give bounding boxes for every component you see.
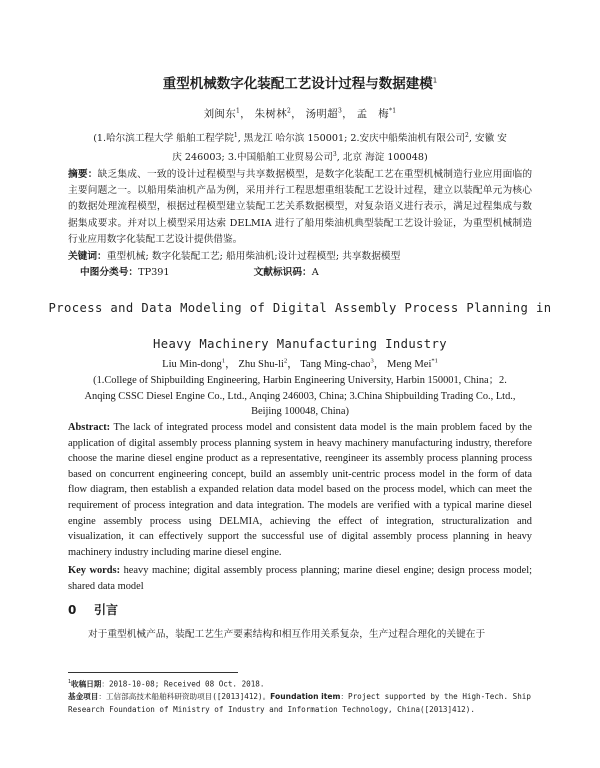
section-heading <box>68 601 118 618</box>
english-affiliations: (1.College of Shipbuilding Engineering, Harbin Engineering University, Harbin 150001, China；2. Anqing CSSC Diesel Engine Co., Ltd., Anqing 246003, China; 3.China Shipbuilding Trading Co., Ltd., Beijing 100048, China) <box>84 375 516 418</box>
english-title-line: Process and Data Modeling of Digital Assembly Process Planning in <box>48 301 552 315</box>
chinese-title-text: 重型机械数字化装配工艺设计过程与数据建模 <box>162 76 433 92</box>
author-cn: 刘闽东$^1$ <box>203 107 241 120</box>
footnote-fund: 基金项目：工信部高技术船舶科研资助项目([2013]412)。Foundation item：Project supported by the High-Tech. Ship Research Foundation of Ministry of Industry and Information Technology, China([2013]412). <box>68 692 531 714</box>
author-cn: 汤明超$^3$ <box>305 107 343 120</box>
abstract-text-en: The lack of integrated process model and consistent data model is the main problem faced by the application of digital assembly process planning system in heavy machinery manufacturing industry, therefore choose the marine diesel engine product as a representative, reengineer its assembly process planning process based on concurrent engineering concept, build an assembly unit-centric process model in the form of data flow diagram, then establish a expanded relation data model based on the process model, which can meet the requirement of process integration and data integration. The models are verified with a typical marine diesel engine assembly process using DELMIA, achieving the effect of integration, structuralization and visualization, it can effectively support the successful use of digital assembly process planning in heavy machinery industry including marine diesel engine. <box>68 422 532 558</box>
document-code: 文献标识码：A <box>253 267 319 278</box>
affiliation-line: 庆 246003; 3.中国船舶工业贸易公司$^3$, 北京 海淀 100048) <box>172 151 428 164</box>
chinese-title <box>0 72 600 92</box>
english-title <box>0 290 600 362</box>
author-cn: 朱树林$^2$ <box>254 107 292 120</box>
author-en: Zhu Shu-$li^2$ <box>238 357 288 370</box>
keywords-text-cn: 重型机械; 数字化装配工艺; 船用柴油机;设计过程模型; 共享数据模型 <box>106 251 401 262</box>
footnote-received: $^1$收稿日期：2018-10-08; Received 08 Oct. 2018. <box>68 679 265 689</box>
classification-row <box>80 265 532 281</box>
english-keywords: Key words: heavy machine; digital assembly process planning; marine diesel engine; design process model; shared data model <box>68 565 532 592</box>
author-en: Liu Min-dong$^1$ <box>162 357 226 370</box>
author-en: Meng Mei$^{*1}$ <box>386 357 438 370</box>
chinese-authors: 刘闽东$^1$， 朱树林$^2$， 汤明超$^3$， 孟 梅$^{*1}$ <box>203 107 397 120</box>
section-number: 0 <box>68 603 77 617</box>
chinese-affiliations <box>68 128 532 166</box>
affiliation-line: (1.哈尔滨工程大学 船舶工程学院$^1$, 黑龙江 哈尔滨 150001; 2.安庆中船柴油机有限公司$^2$, 安徽 安 <box>93 132 507 145</box>
intro-paragraph: 对于重型机械产品，装配工艺生产要素结构和相互作用关系复杂，生产过程合理化的关键在于 <box>88 629 486 640</box>
english-title-line: Heavy Machinery Manufacturing Industry <box>152 337 448 351</box>
english-authors: Liu Min-dong$^1$， Zhu Shu-$li^2$， Tang Ming-chao$^3$， Meng Mei$^{*1}$ <box>162 357 438 370</box>
author-cn: 孟 梅$^{*1}$ <box>356 107 397 120</box>
keywords-text-en: heavy machine; digital assembly process planning; marine diesel engine; design process model; shared data model <box>68 565 532 592</box>
keywords-label-en: Key words <box>68 565 117 576</box>
english-abstract <box>68 420 532 560</box>
chinese-abstract <box>68 167 532 248</box>
abstract-text-cn: 缺乏集成、一致的设计过程模型与共享数据模型，是数字化装配工艺在重型机械制造行业应用面临的主要问题之一。以船用柴油机产品为例，采用并行工程思想重组装配工艺设计过程，建立以装配单元为核心的数据处理流程模型，根据过程模型建立装配工艺关系数据模型，对复杂语义进行表示，满足过程集成与数据集成要求。并对以上模型采用达索 DELMIA 进行了船用柴油机典型装配工艺设计验证，为重型机械制造行业应用数字化装配工艺设计提供借鉴。 <box>68 169 533 245</box>
footnotes <box>68 676 538 716</box>
author-en: Tang Ming-chao$^3$ <box>300 357 374 370</box>
title-footnote-mark: 1 <box>432 76 438 85</box>
abstract-label-en: Abstract: <box>68 422 111 433</box>
abstract-label-cn: 摘要： <box>68 169 98 180</box>
chinese-keywords <box>68 249 532 265</box>
clc-number: 中图分类号：TP391 <box>80 267 170 278</box>
section-title: 引言 <box>94 603 119 617</box>
footnote-divider <box>68 672 238 673</box>
keywords-label-cn: 关键词： <box>68 251 107 262</box>
